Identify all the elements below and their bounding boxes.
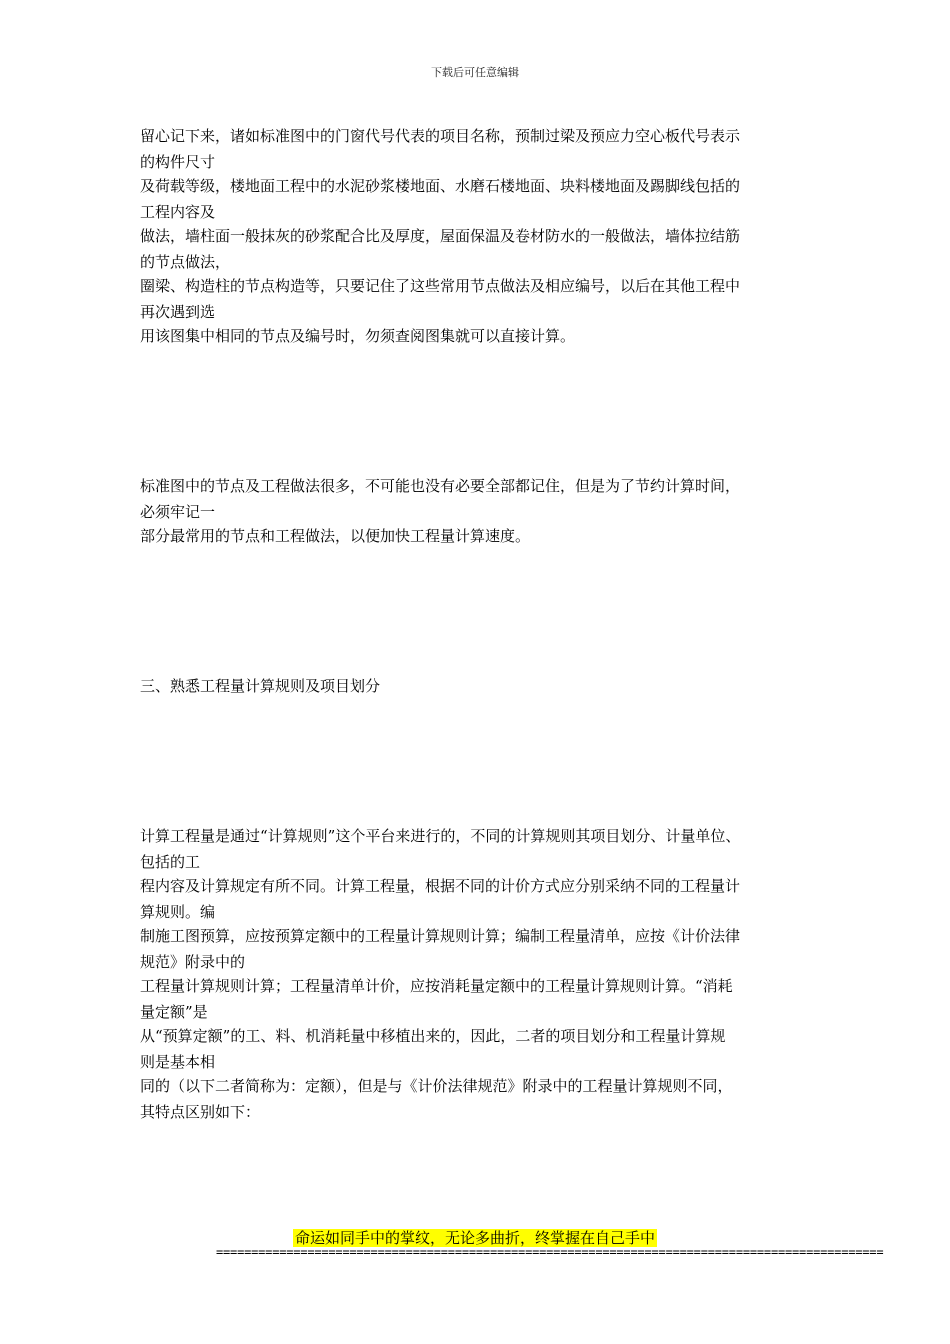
paragraph-1-line-1: 留心记下来，诸如标准图中的门窗代号代表的项目名称，预制过梁及预应力空心板代号表示 — [140, 127, 741, 145]
paragraph-3-line-3: 程内容及计算规定有所不同。计算工程量，根据不同的计价方式应分别采纳不同的工程量计 — [140, 877, 741, 895]
footer-motto-text: 命运如同手中的掌纹，无论多曲折，终掌握在自己手中 — [294, 1229, 655, 1247]
paragraph-3-line-7: 工程量计算规则计算；工程量清单计价，应按消耗量定额中的工程量计算规则计算。“消耗 — [140, 977, 733, 995]
section-heading: 三、熟悉工程量计算规则及项目划分 — [140, 677, 381, 695]
paragraph-3-line-9: 从“预算定额”的工、料、机消耗量中移植出来的，因此，二者的项目划分和工程量计算规 — [140, 1027, 726, 1045]
footer-rule: =============================================================================================== — [216, 1245, 884, 1259]
paragraph-2-line-1: 标准图中的节点及工程做法很多，不可能也没有必要全部都记住，但是为了节约计算时间， — [140, 477, 741, 495]
paragraph-1-line-7: 圈梁、构造柱的节点构造等，只要记住了这些常用节点做法及相应编号，以后在其他工程中 — [140, 277, 741, 295]
paragraph-3-line-6: 规范》附录中的 — [140, 953, 246, 971]
paragraph-3-line-4: 算规则。编 — [140, 903, 216, 921]
paragraph-1-line-3: 及荷载等级，楼地面工程中的水泥砂浆楼地面、水磨石楼地面、块料楼地面及踢脚线包括的 — [140, 177, 741, 195]
page-header: 下载后可任意编辑 — [431, 66, 519, 79]
paragraph-1-line-5: 做法，墙柱面一般抹灰的砂浆配合比及厚度，屋面保温及卷材防水的一般做法，墙体拉结筋 — [140, 227, 741, 245]
paragraph-3-line-10: 则是基本相 — [140, 1053, 216, 1071]
paragraph-1-line-4: 工程内容及 — [140, 203, 216, 221]
paragraph-1-line-9: 用该图集中相同的节点及编号时，勿须查阅图集就可以直接计算。 — [140, 327, 576, 345]
paragraph-2-line-2: 必须牢记一 — [140, 503, 216, 521]
paragraph-3-line-2: 包括的工 — [140, 853, 201, 871]
paragraph-1-line-8: 再次遇到选 — [140, 303, 216, 321]
paragraph-3-line-12: 其特点区别如下： — [140, 1103, 261, 1121]
paragraph-2-line-3: 部分最常用的节点和工程做法，以便加快工程量计算速度。 — [140, 527, 531, 545]
paragraph-3-line-1: 计算工程量是通过“计算规则”这个平台来进行的，不同的计算规则其项目划分、计量单位、 — [140, 827, 741, 845]
paragraph-1-line-6: 的节点做法， — [140, 253, 231, 271]
paragraph-3-line-8: 量定额”是 — [140, 1003, 208, 1021]
paragraph-1-line-2: 的构件尺寸 — [140, 153, 216, 171]
paragraph-3-line-11: 同的（以下二者简称为：定额），但是与《计价法律规范》附录中的工程量计算规则不同， — [140, 1077, 733, 1095]
paragraph-3-line-5: 制施工图预算，应按预算定额中的工程量计算规则计算；编制工程量清单，应按《计价法律 — [140, 927, 741, 945]
